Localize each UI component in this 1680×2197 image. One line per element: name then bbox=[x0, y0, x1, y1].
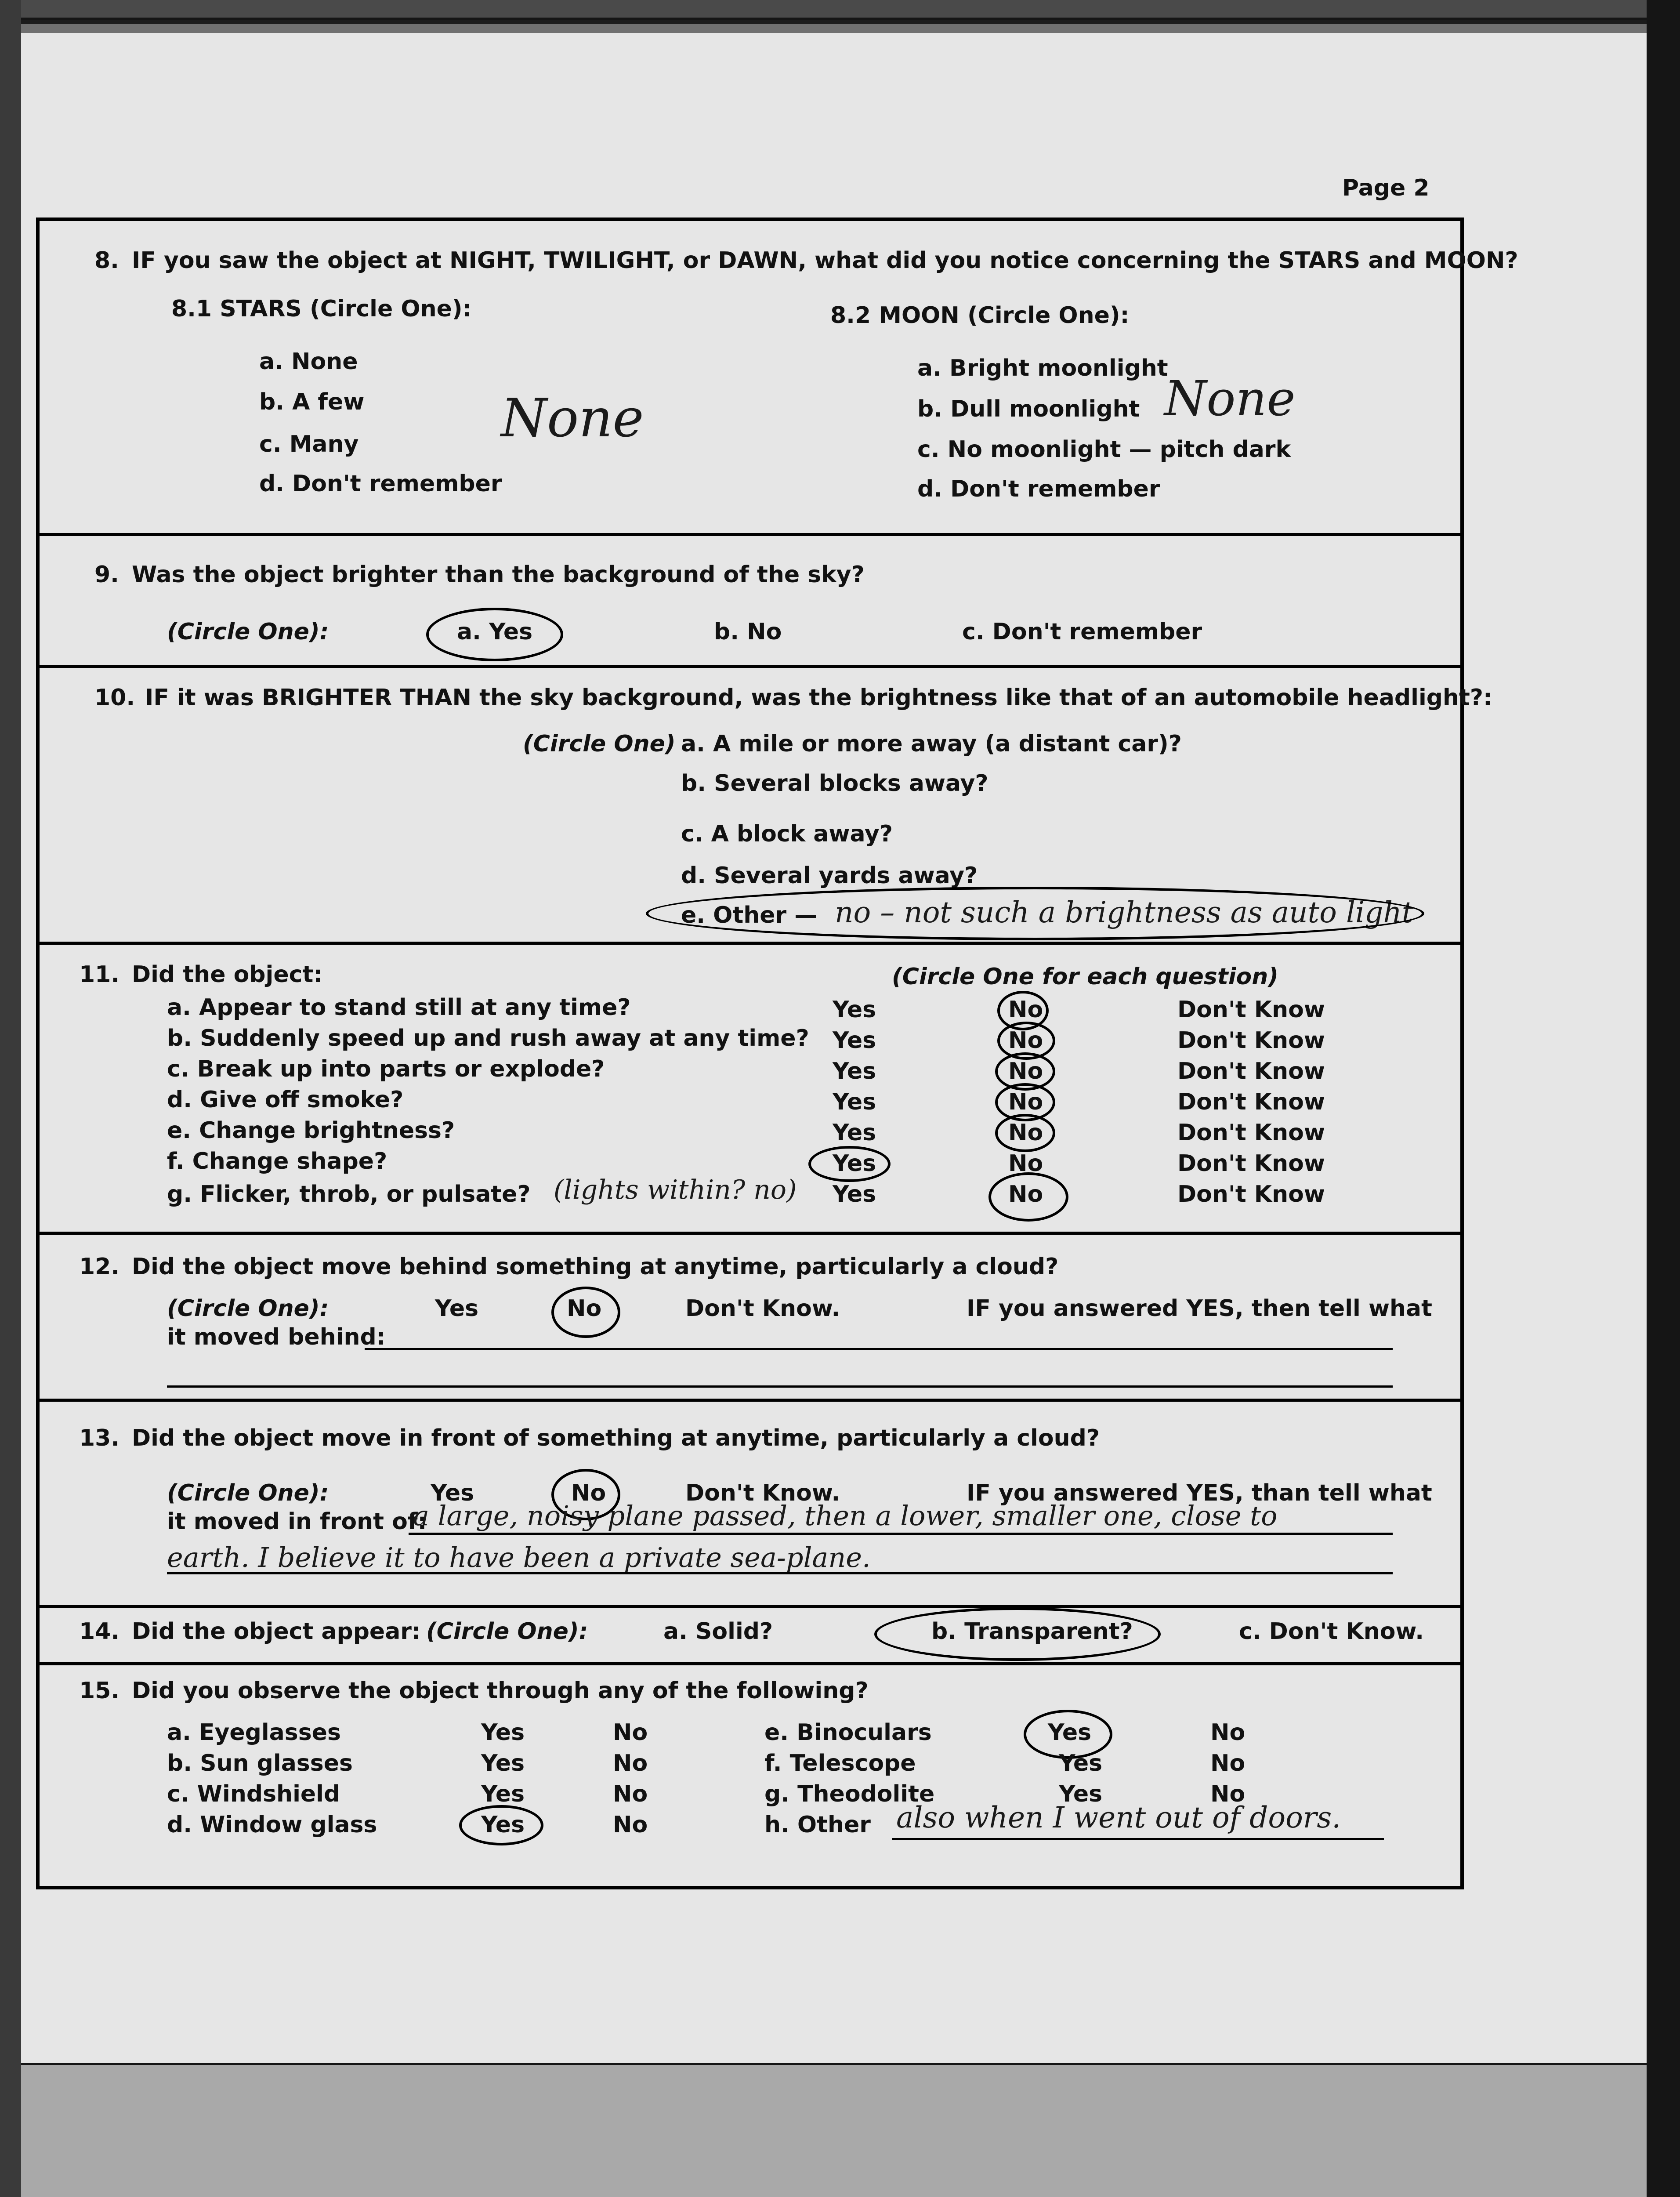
q14-option-a[interactable]: a. Solid? bbox=[663, 1618, 773, 1645]
q11-c-no[interactable]: No bbox=[1008, 1058, 1043, 1084]
q11-item-c: c. Break up into parts or explode? bbox=[167, 1056, 605, 1082]
q9-circle-label: (Circle One): bbox=[167, 619, 329, 645]
moon-option-c[interactable]: c. No moonlight — pitch dark bbox=[917, 436, 1291, 463]
moon-option-b[interactable]: b. Dull moonlight bbox=[917, 396, 1140, 422]
q13-moved-label: it moved in front of: bbox=[167, 1508, 427, 1535]
q11-number: 11. bbox=[79, 961, 120, 988]
moon-title: 8.2 MOON (Circle One): bbox=[830, 302, 1130, 329]
q15-question: Did you observe the object through any of the following? bbox=[132, 1678, 869, 1704]
q11-f-yes-circle bbox=[808, 1146, 891, 1182]
q13-answer-line-2 bbox=[167, 1572, 1393, 1574]
q12-circle-label: (Circle One): bbox=[167, 1295, 329, 1322]
stars-handwritten-answer: None bbox=[501, 388, 644, 449]
q9-option-a[interactable]: a. Yes bbox=[457, 619, 533, 645]
q13-if-yes: IF you answered YES, than tell what bbox=[967, 1480, 1432, 1506]
film-top-strip bbox=[21, 0, 1647, 18]
q11-d-yes[interactable]: Yes bbox=[833, 1089, 876, 1115]
q10-number: 10. bbox=[94, 685, 135, 711]
q11-b-dk[interactable]: Don't Know bbox=[1177, 1027, 1325, 1054]
section-q13 bbox=[40, 1399, 1460, 1608]
q15-f-no[interactable]: No bbox=[1210, 1750, 1246, 1776]
q9-number: 9. bbox=[94, 562, 119, 588]
q11-question: Did the object: bbox=[132, 961, 323, 988]
q13-dk[interactable]: Don't Know. bbox=[685, 1480, 840, 1506]
stars-option-b[interactable]: b. A few bbox=[259, 389, 365, 415]
lower-film-area bbox=[21, 2065, 1647, 2197]
q11-b-no[interactable]: No bbox=[1008, 1027, 1043, 1054]
q15-c-yes[interactable]: Yes bbox=[481, 1781, 525, 1807]
q9-question: Was the object brighter than the background of the sky? bbox=[132, 562, 865, 588]
stars-title: 8.1 STARS (Circle One): bbox=[171, 296, 472, 322]
q11-e-no[interactable]: No bbox=[1008, 1120, 1043, 1146]
section-q9 bbox=[40, 533, 1460, 668]
q15-e-no[interactable]: No bbox=[1210, 1719, 1246, 1746]
q15-other-line bbox=[892, 1838, 1384, 1840]
q11-d-dk[interactable]: Don't Know bbox=[1177, 1089, 1325, 1115]
q11-e-dk[interactable]: Don't Know bbox=[1177, 1120, 1325, 1146]
q11-b-yes[interactable]: Yes bbox=[833, 1027, 876, 1054]
q8-question: IF you saw the object at NIGHT, TWILIGHT, or DAWN, what did you notice concerning the STARS and MOON? bbox=[132, 247, 1518, 274]
q10-option-a[interactable]: a. A mile or more away (a distant car)? bbox=[681, 731, 1182, 757]
q13-yes[interactable]: Yes bbox=[431, 1480, 474, 1506]
q15-other-answer: also when I went out of doors. bbox=[896, 1801, 1341, 1834]
q12-dk[interactable]: Don't Know. bbox=[685, 1295, 840, 1322]
section-q11 bbox=[40, 942, 1460, 1235]
q11-a-yes[interactable]: Yes bbox=[833, 997, 876, 1023]
q11-c-dk[interactable]: Don't Know bbox=[1177, 1058, 1325, 1084]
q10-option-b[interactable]: b. Several blocks away? bbox=[681, 770, 988, 797]
stars-option-c[interactable]: c. Many bbox=[259, 431, 359, 457]
q14-number: 14. bbox=[79, 1618, 120, 1645]
q11-g-note: (lights within? no) bbox=[554, 1175, 797, 1205]
q14-transparent-circle bbox=[874, 1607, 1161, 1661]
q12-answer-line-2 bbox=[167, 1385, 1393, 1388]
q15-g-yes[interactable]: Yes bbox=[1059, 1781, 1103, 1807]
q11-item-g: g. Flicker, throb, or pulsate? bbox=[167, 1181, 531, 1207]
q15-d-no[interactable]: No bbox=[613, 1812, 648, 1838]
q13-answer-line-1-text: a large, noisy plane passed, then a lower, smaller one, close to bbox=[413, 1500, 1278, 1532]
q11-g-no[interactable]: No bbox=[1008, 1181, 1043, 1207]
q15-d-yes-circle bbox=[459, 1805, 543, 1845]
q15-a-no[interactable]: No bbox=[613, 1719, 648, 1746]
q15-item-c: c. Windshield bbox=[167, 1781, 340, 1807]
q11-d-no[interactable]: No bbox=[1008, 1089, 1043, 1115]
q12-if-yes: IF you answered YES, then tell what bbox=[967, 1295, 1432, 1322]
q11-e-yes[interactable]: Yes bbox=[833, 1120, 876, 1146]
q12-answer-line-1 bbox=[365, 1348, 1393, 1350]
q11-c-yes[interactable]: Yes bbox=[833, 1058, 876, 1084]
q10-option-e[interactable]: e. Other — bbox=[681, 902, 818, 928]
q11-circle-label: (Circle One for each question) bbox=[892, 964, 1279, 990]
section-q15 bbox=[40, 1662, 1460, 1886]
q12-no[interactable]: No bbox=[567, 1295, 602, 1322]
film-edge bbox=[0, 0, 21, 2197]
q11-item-b: b. Suddenly speed up and rush away at any time? bbox=[167, 1025, 809, 1051]
stars-option-d[interactable]: d. Don't remember bbox=[259, 471, 502, 497]
section-q12 bbox=[40, 1232, 1460, 1402]
q14-option-c[interactable]: c. Don't Know. bbox=[1239, 1618, 1424, 1645]
page-label: Page 2 bbox=[1342, 175, 1430, 201]
q13-answer-line-2-text: earth. I believe it to have been a private sea-plane. bbox=[167, 1541, 871, 1573]
q15-item-h: h. Other bbox=[764, 1812, 871, 1838]
q11-item-e: e. Change brightness? bbox=[167, 1117, 455, 1144]
q13-number: 13. bbox=[79, 1425, 120, 1451]
q10-option-d[interactable]: d. Several yards away? bbox=[681, 863, 978, 889]
moon-option-a[interactable]: a. Bright moonlight bbox=[917, 355, 1168, 381]
q10-other-circle bbox=[646, 887, 1424, 940]
q11-f-yes[interactable]: Yes bbox=[833, 1150, 876, 1177]
q11-a-dk[interactable]: Don't Know bbox=[1177, 997, 1325, 1023]
q15-item-g: g. Theodolite bbox=[764, 1781, 935, 1807]
q11-g-no-circle bbox=[988, 1172, 1068, 1222]
q15-number: 15. bbox=[79, 1678, 120, 1704]
q15-c-no[interactable]: No bbox=[613, 1781, 648, 1807]
q8-number: 8. bbox=[94, 247, 119, 274]
q15-g-no[interactable]: No bbox=[1210, 1781, 1246, 1807]
q9-option-c[interactable]: c. Don't remember bbox=[962, 619, 1202, 645]
q11-g-yes[interactable]: Yes bbox=[833, 1181, 876, 1207]
questionnaire-form bbox=[36, 218, 1518, 1889]
q14-question: Did the object appear: bbox=[132, 1618, 421, 1645]
q11-item-d: d. Give off smoke? bbox=[167, 1087, 404, 1113]
q15-item-b: b. Sun glasses bbox=[167, 1750, 353, 1776]
section-q8 bbox=[40, 221, 1518, 536]
q10-option-c[interactable]: c. A block away? bbox=[681, 821, 893, 847]
section-q10 bbox=[40, 665, 1492, 945]
q13-answer-line-1 bbox=[409, 1533, 1393, 1535]
q12-question: Did the object move behind something at anytime, particularly a cloud? bbox=[132, 1254, 1059, 1280]
q11-g-dk[interactable]: Don't Know bbox=[1177, 1181, 1325, 1207]
q11-a-no[interactable]: No bbox=[1008, 997, 1043, 1023]
q15-d-yes[interactable]: Yes bbox=[481, 1812, 525, 1838]
q15-b-yes[interactable]: Yes bbox=[481, 1750, 525, 1776]
q15-a-yes[interactable]: Yes bbox=[481, 1719, 525, 1746]
q12-yes[interactable]: Yes bbox=[435, 1295, 479, 1322]
q14-circle-label: (Circle One): bbox=[426, 1618, 588, 1645]
q12-no-circle bbox=[551, 1287, 620, 1338]
q11-f-no[interactable]: No bbox=[1008, 1150, 1043, 1177]
q11-item-f: f. Change shape? bbox=[167, 1148, 387, 1175]
q11-e-no-circle bbox=[995, 1114, 1055, 1152]
q15-e-yes[interactable]: Yes bbox=[1048, 1719, 1092, 1746]
moon-option-d[interactable]: d. Don't remember bbox=[917, 476, 1160, 502]
q15-item-e: e. Binoculars bbox=[764, 1719, 932, 1746]
q14-option-b[interactable]: b. Transparent? bbox=[931, 1618, 1133, 1645]
moon-handwritten-answer: None bbox=[1164, 370, 1296, 427]
q12-moved-label: it moved behind: bbox=[167, 1324, 386, 1350]
q11-item-a: a. Appear to stand still at any time? bbox=[167, 994, 631, 1021]
q10-circle-label: (Circle One) bbox=[523, 731, 676, 757]
q15-item-d: d. Window glass bbox=[167, 1812, 377, 1838]
q15-item-a: a. Eyeglasses bbox=[167, 1719, 341, 1746]
q9-yes-circle bbox=[426, 608, 563, 661]
q12-number: 12. bbox=[79, 1254, 120, 1280]
q13-no[interactable]: No bbox=[571, 1480, 606, 1506]
stars-option-a[interactable]: a. None bbox=[259, 348, 358, 375]
section-q14 bbox=[40, 1605, 1460, 1665]
q10-other-answer: no – not such a brightness as auto light bbox=[835, 895, 1414, 929]
q9-option-b[interactable]: b. No bbox=[714, 619, 782, 645]
q15-item-f: f. Telescope bbox=[764, 1750, 916, 1776]
q10-question: IF it was BRIGHTER THAN the sky background, was the brightness like that of an automobile headlight?: bbox=[145, 685, 1492, 711]
q13-circle-label: (Circle One): bbox=[167, 1480, 329, 1506]
q11-f-dk[interactable]: Don't Know bbox=[1177, 1150, 1325, 1177]
q13-question: Did the object move in front of something at anytime, particularly a cloud? bbox=[132, 1425, 1100, 1451]
q15-b-no[interactable]: No bbox=[613, 1750, 648, 1776]
q15-f-yes[interactable]: Yes bbox=[1059, 1750, 1103, 1776]
